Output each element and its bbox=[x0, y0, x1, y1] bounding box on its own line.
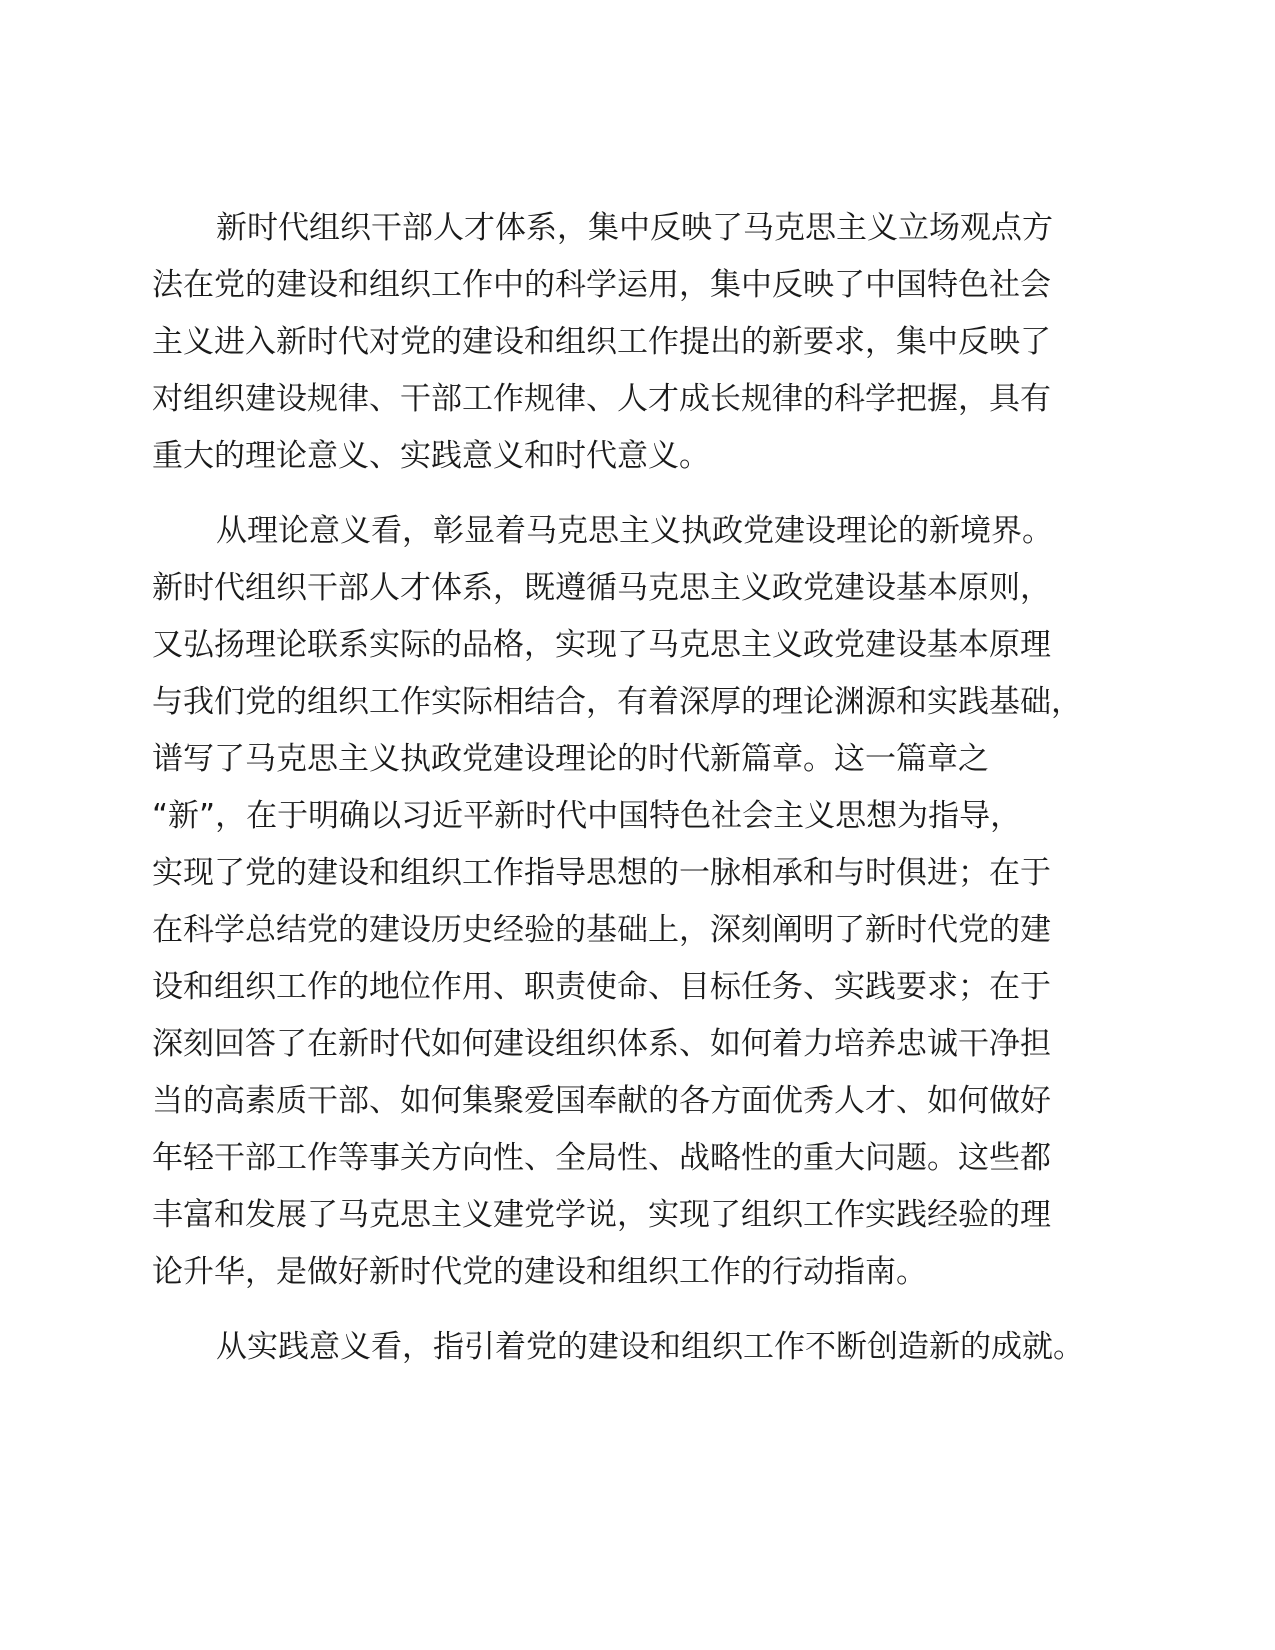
text-line: 新时代组织干部人才体系，集中反映了马克思主义立场观点方 bbox=[216, 210, 1053, 246]
text-line: 从实践意义看，指引着党的建设和组织工作不断创造新的成就。 bbox=[216, 1329, 1084, 1365]
text-line: 论升华，是做好新时代党的建设和组织工作的行动指南。 bbox=[152, 1254, 927, 1290]
paragraph-3 bbox=[152, 1319, 1138, 1376]
paragraph-2 bbox=[152, 503, 1138, 1301]
paragraph-1 bbox=[152, 200, 1138, 485]
text-line: 当的高素质干部、如何集聚爱国奉献的各方面优秀人才、如何做好 bbox=[152, 1083, 1051, 1119]
text-line: 从理论意义看，彰显着马克思主义执政党建设理论的新境界。 bbox=[216, 513, 1053, 549]
text-line: 年轻干部工作等事关方向性、全局性、战略性的重大问题。这些都 bbox=[152, 1140, 1051, 1176]
text-line: 又弘扬理论联系实际的品格，实现了马克思主义政党建设基本原理 bbox=[152, 627, 1051, 663]
text-line: 设和组织工作的地位作用、职责使命、目标任务、实践要求；在于 bbox=[152, 969, 1051, 1005]
text-line: 谱写了马克思主义执政党建设理论的时代新篇章。这一篇章之 bbox=[152, 741, 989, 777]
text-line: 实现了党的建设和组织工作指导思想的一脉相承和与时俱进；在于 bbox=[152, 855, 1051, 891]
text-line: 新时代组织干部人才体系，既遵循马克思主义政党建设基本原则， bbox=[152, 570, 1051, 606]
text-line: 在科学总结党的建设历史经验的基础上，深刻阐明了新时代党的建 bbox=[152, 912, 1051, 948]
text-line: 法在党的建设和组织工作中的科学运用，集中反映了中国特色社会 bbox=[152, 267, 1051, 303]
text-line: “新”，在于明确以习近平新时代中国特色社会主义思想为指导， bbox=[152, 798, 1022, 834]
text-line: 主义进入新时代对党的建设和组织工作提出的新要求，集中反映了 bbox=[152, 324, 1051, 360]
text-line: 与我们党的组织工作实际相结合，有着深厚的理论渊源和实践基础， bbox=[152, 684, 1082, 720]
document-body bbox=[152, 200, 1138, 1394]
text-line: 深刻回答了在新时代如何建设组织体系、如何着力培养忠诚干净担 bbox=[152, 1026, 1051, 1062]
text-line: 丰富和发展了马克思主义建党学说，实现了组织工作实践经验的理 bbox=[152, 1197, 1051, 1233]
text-line: 重大的理论意义、实践意义和时代意义。 bbox=[152, 438, 710, 474]
text-line: 对组织建设规律、干部工作规律、人才成长规律的科学把握，具有 bbox=[152, 381, 1051, 417]
